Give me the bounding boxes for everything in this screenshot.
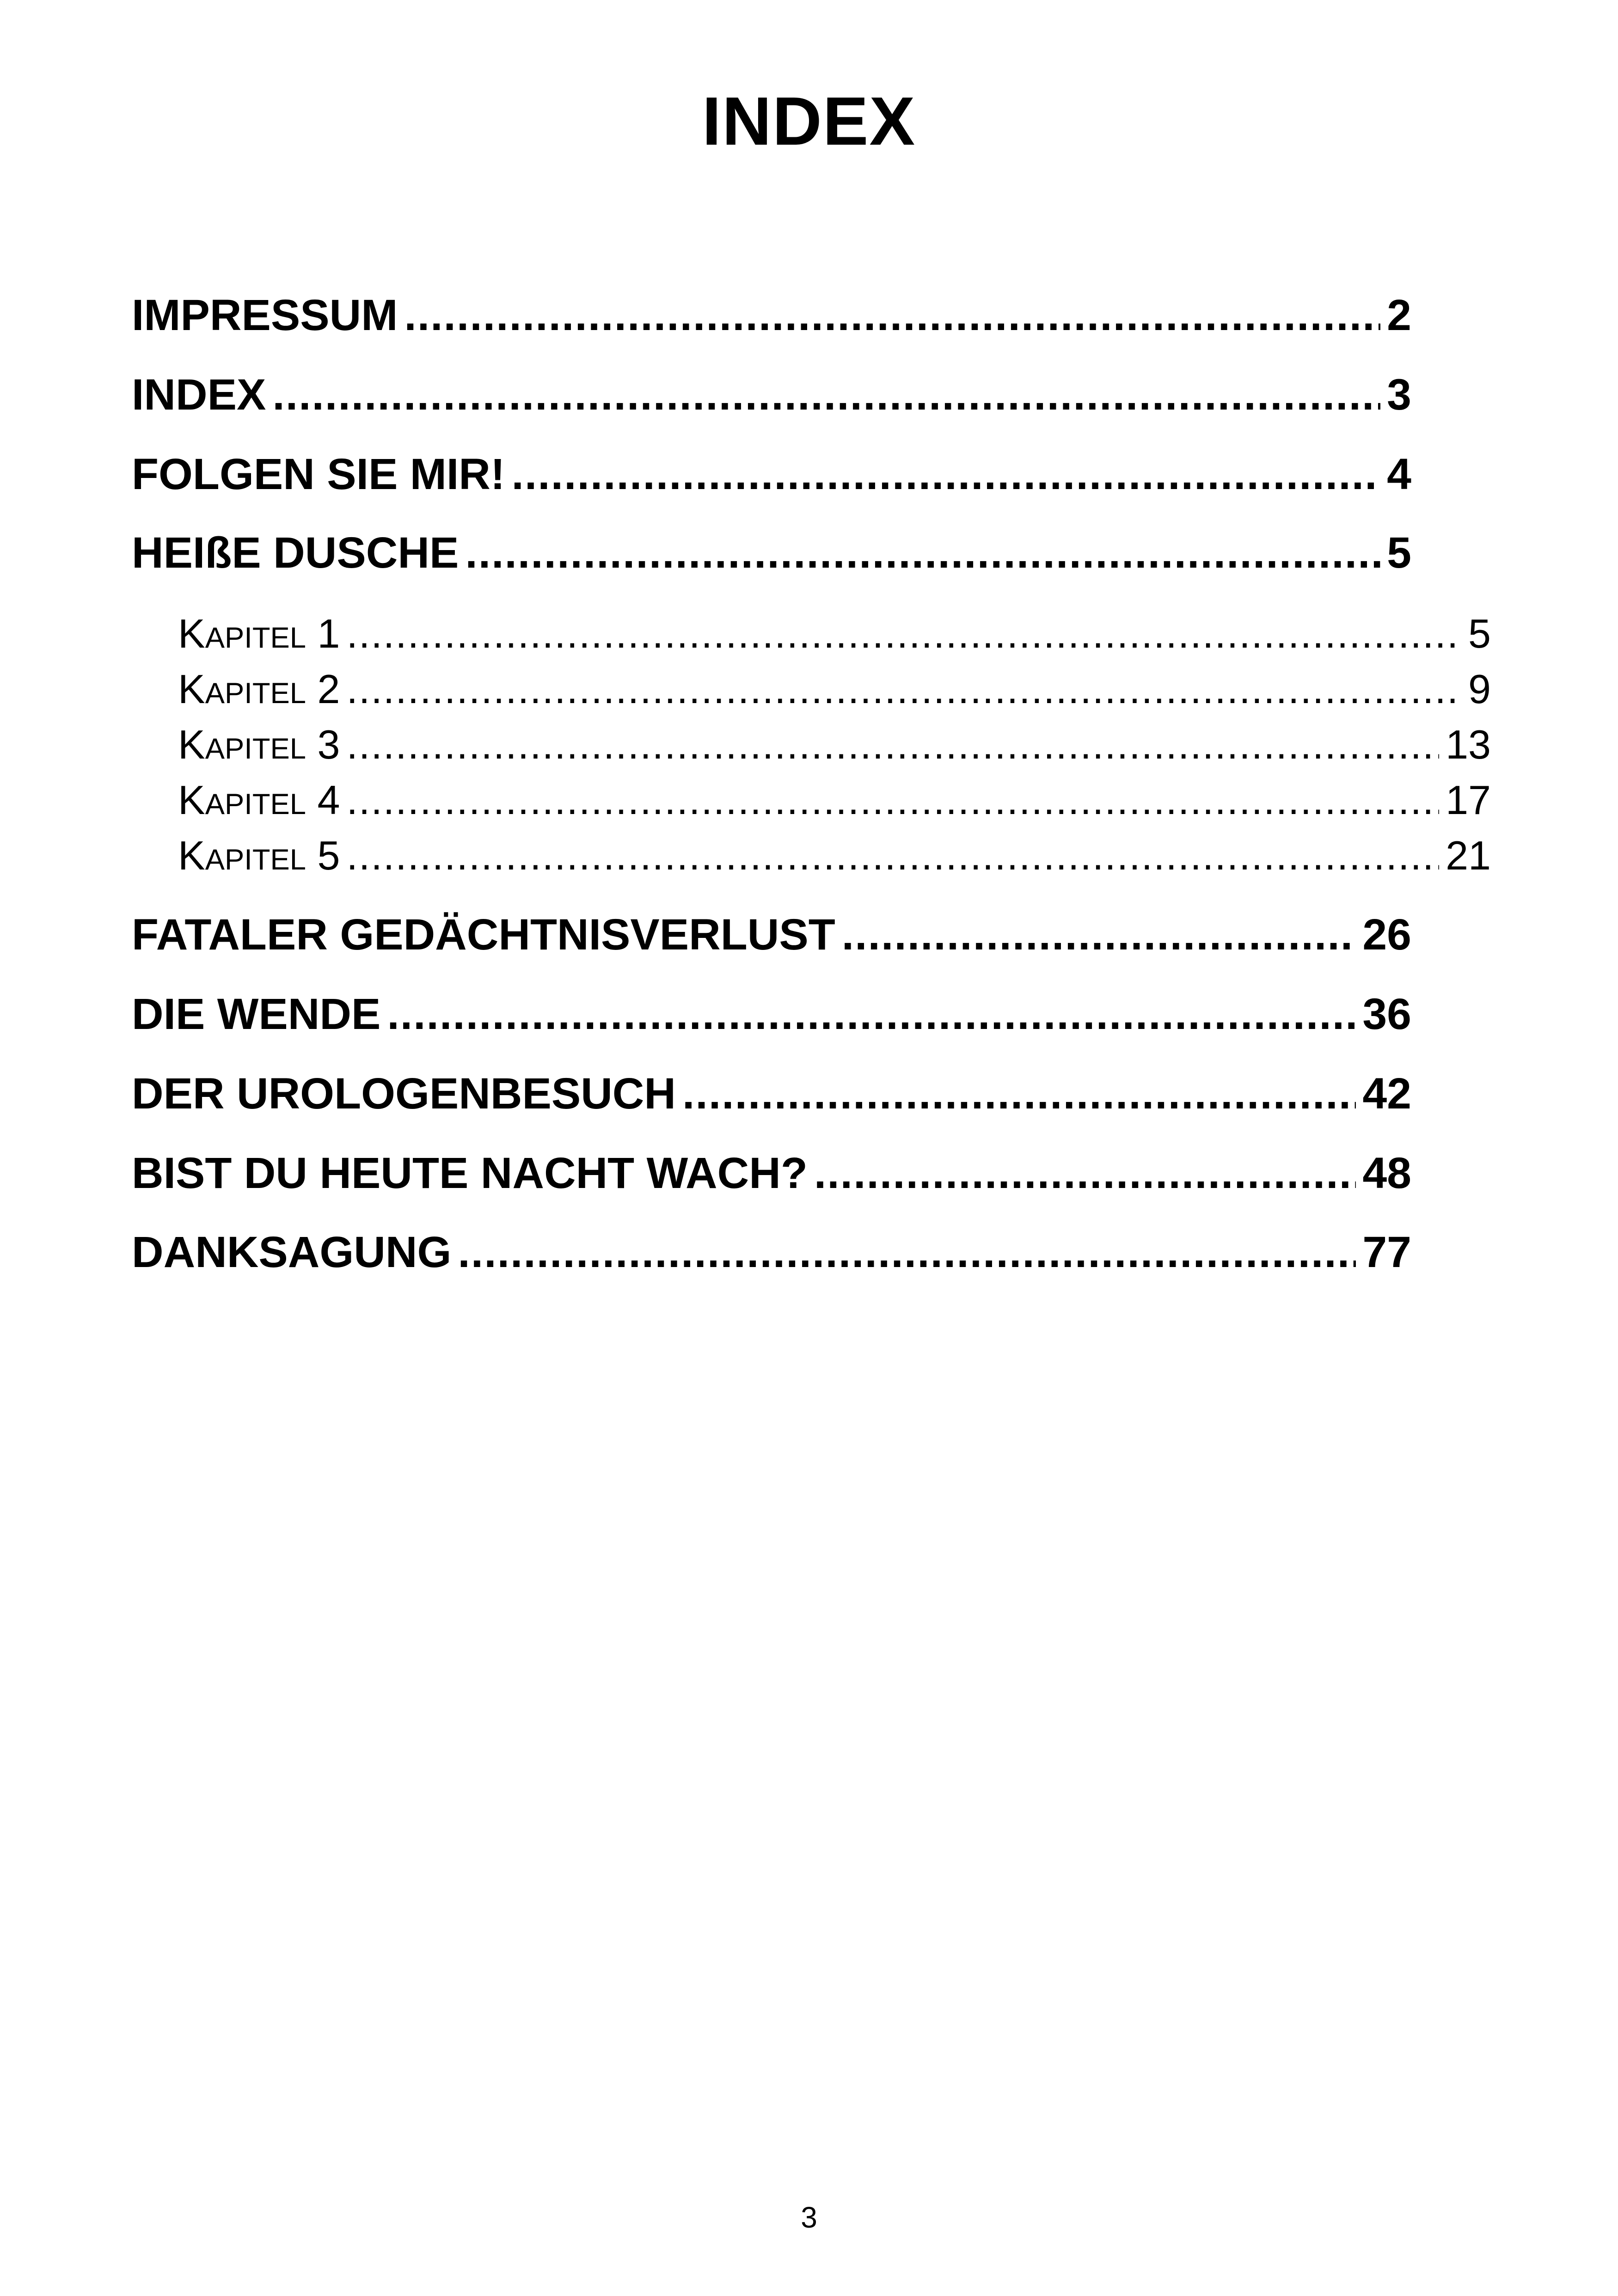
toc-entry-label: FATALER GEDÄCHTNISVERLUST (132, 910, 835, 959)
toc-entry-page: 9 (1468, 666, 1491, 712)
toc-dot-leader (346, 721, 1439, 768)
toc-dot-leader (814, 1148, 1356, 1199)
toc-entry-page: 2 (1387, 291, 1411, 340)
toc-entry-label: BIST DU HEUTE NACHT WACH? (132, 1149, 808, 1198)
toc-dot-leader (346, 666, 1462, 713)
toc-entry-index[interactable] (132, 370, 1411, 430)
toc-entry-danksagung[interactable] (132, 1227, 1411, 1287)
toc-entry-label: KAPITEL 4 (178, 777, 340, 823)
toc-entry-label: FOLGEN SIE MIR! (132, 450, 505, 499)
toc-entry-fataler-gedaechtnisverlust[interactable] (132, 910, 1411, 970)
toc-entry-label: DER UROLOGENBESUCH (132, 1069, 676, 1118)
toc-entry-impressum[interactable] (132, 290, 1411, 350)
toc-entry-page: 21 (1446, 833, 1491, 878)
toc-dot-leader (512, 449, 1381, 500)
toc-entry-label: KAPITEL 2 (178, 666, 340, 712)
toc-entry-page: 48 (1362, 1149, 1411, 1198)
toc-entry-label: KAPITEL 1 (178, 611, 340, 656)
toc-dot-leader (387, 989, 1356, 1040)
toc-entry-folgen-sie-mir[interactable] (132, 449, 1411, 509)
toc-entry-kapitel-3[interactable] (178, 721, 1491, 777)
toc-entry-page: 4 (1387, 450, 1411, 499)
toc-entry-label: IMPRESSUM (132, 291, 398, 340)
toc-entry-label: HEIßE DUSCHE (132, 528, 459, 577)
toc-dot-leader (346, 610, 1462, 657)
toc-dot-leader (458, 1227, 1356, 1278)
toc-entry-label: INDEX (132, 370, 266, 419)
toc-entry-page: 17 (1446, 777, 1491, 823)
toc-entry-bist-du-heute-nacht-wach[interactable] (132, 1148, 1411, 1208)
toc-entry-label: KAPITEL 5 (178, 833, 340, 878)
toc-entry-page: 5 (1387, 528, 1411, 577)
toc-entry-page: 77 (1362, 1228, 1411, 1277)
toc-entry-page: 26 (1362, 910, 1411, 959)
toc-entry-page: 36 (1362, 990, 1411, 1039)
toc-dot-leader (346, 832, 1439, 879)
toc-entry-kapitel-2[interactable] (178, 666, 1491, 721)
toc-entry-die-wende[interactable] (132, 989, 1411, 1049)
toc-entry-heisse-dusche[interactable] (132, 528, 1411, 588)
toc-entry-label: KAPITEL 3 (178, 722, 340, 767)
toc-dot-leader (682, 1069, 1356, 1119)
page-number: 3 (801, 2201, 817, 2234)
toc-entry-kapitel-5[interactable] (178, 832, 1491, 888)
toc-entry-page: 5 (1468, 611, 1491, 656)
toc-dot-leader (842, 910, 1356, 960)
toc-dot-leader (272, 370, 1380, 420)
toc-dot-leader (346, 777, 1439, 824)
toc-entry-page: 42 (1362, 1069, 1411, 1118)
toc-entry-kapitel-4[interactable] (178, 777, 1491, 832)
toc-entry-der-urologenbesuch[interactable] (132, 1069, 1411, 1129)
toc-entry-page: 3 (1387, 370, 1411, 419)
toc-dot-leader (465, 528, 1380, 578)
toc-entry-label: DIE WENDE (132, 990, 381, 1039)
toc-entry-page: 13 (1446, 722, 1491, 767)
toc-dot-leader (404, 290, 1380, 341)
toc-entry-label: DANKSAGUNG (132, 1228, 452, 1277)
toc-entry-kapitel-1[interactable] (178, 610, 1491, 666)
page-title: INDEX (702, 83, 916, 159)
